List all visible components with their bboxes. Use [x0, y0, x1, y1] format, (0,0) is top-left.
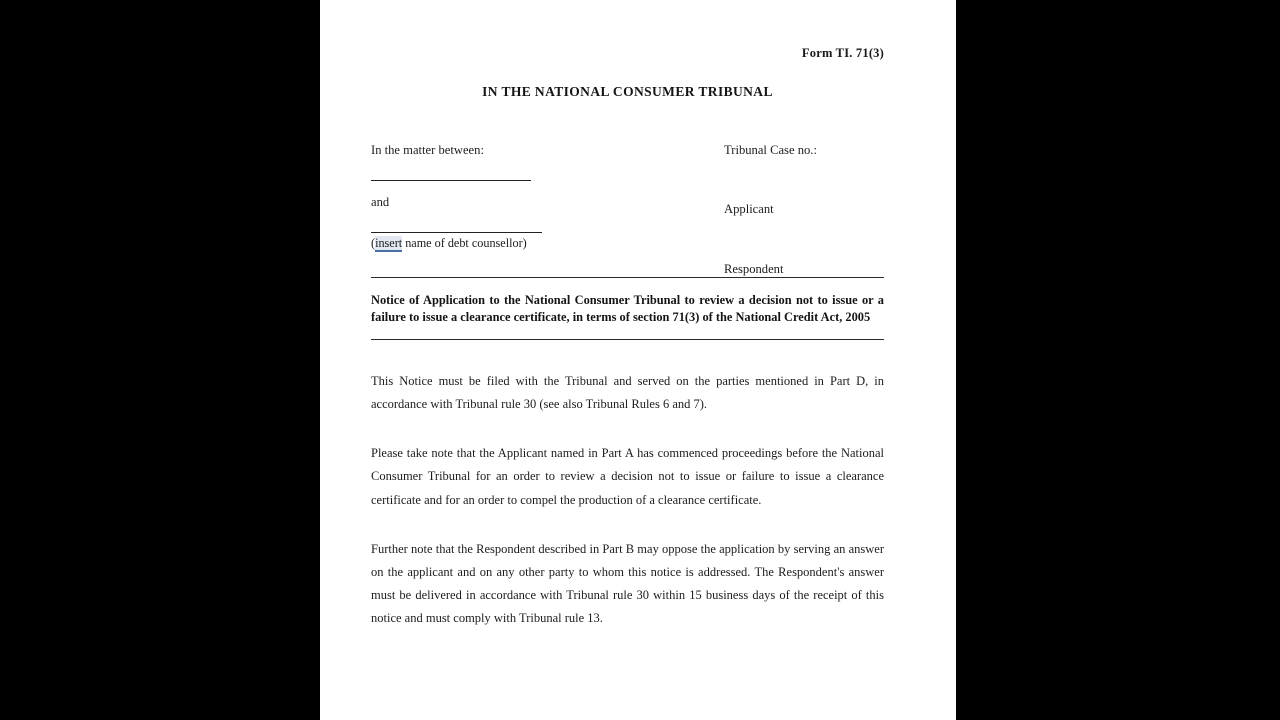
matter-between-label: In the matter between:: [371, 143, 484, 157]
document-page: [320, 0, 956, 720]
insert-instruction: [371, 236, 884, 251]
applicant-name-blank-line[interactable]: [371, 180, 531, 181]
court-title: IN THE NATIONAL CONSUMER TRIBUNAL: [482, 84, 773, 99]
form-number: Form TI. 71(3): [801, 46, 884, 60]
body-paragraph: Further note that the Respondent described in Part B may oppose the application by serving an answer on the applicant and on any other party to whom this notice is addressed. The Respondent's answer must be delivered in accordance with Tribunal rule 30 within 15 business days of the receipt of this notice and must comply with Tribunal rule 13.: [371, 541, 884, 625]
insert-instruction-open: (: [371, 236, 376, 250]
insert-keyword[interactable]: insert: [375, 236, 403, 250]
page-content: [371, 0, 884, 630]
body-paragraph: This Notice must be filed with the Tribunal and served on the parties mentioned in Part D, in accordance with Tribunal rule 30 (see also Tribunal Rules 6 and 7).: [371, 374, 884, 412]
body-paragraph: Please take note that the Applicant named in Part A has commenced proceedings before the National Consumer Tribunal for an order to review a decision not to issue or failure to issue a clearance certificate and for an order to compel the production of a clearance certificate.: [371, 446, 884, 507]
notice-heading: Notice of Application to the National Consumer Tribunal to review a decision not to issue or a failure to issue a clearance certificate, in terms of section 71(3) of the National Credit Act, 2005: [371, 293, 884, 324]
respondent-label: Respondent: [724, 262, 784, 276]
respondent-name-blank-line[interactable]: [371, 232, 542, 233]
and-label: and: [371, 195, 390, 209]
heading-rule-top: [371, 277, 884, 278]
tribunal-case-no-label: Tribunal Case no.:: [724, 143, 817, 157]
applicant-label: Applicant: [724, 202, 774, 216]
heading-rule-bottom: [371, 339, 884, 340]
parties-block: [371, 143, 884, 276]
insert-instruction-rest: name of debt counsellor): [402, 236, 527, 250]
